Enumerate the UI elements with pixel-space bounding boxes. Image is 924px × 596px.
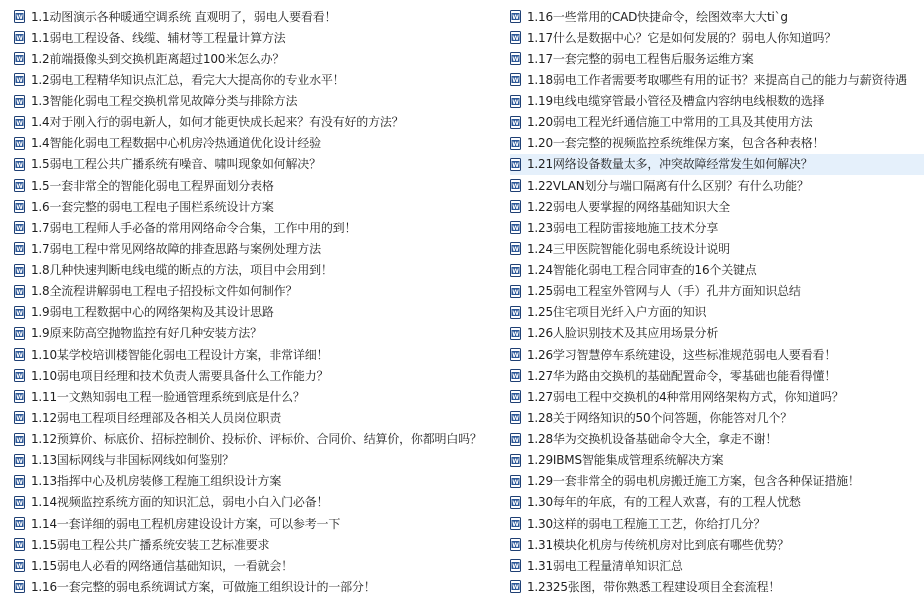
- file-list-item[interactable]: [14, 534, 496, 555]
- word-document-icon: [510, 200, 521, 213]
- svg-text:W: W: [512, 351, 519, 359]
- file-name-label: 1.2前端摄像头到交换机距离超过100米怎么办？: [31, 51, 285, 66]
- file-list-item[interactable]: [14, 450, 496, 471]
- svg-text:W: W: [16, 457, 23, 465]
- file-list-item[interactable]: [510, 344, 924, 365]
- file-list-item[interactable]: [14, 429, 496, 450]
- file-name-label: 1.3智能化弱电工程交换机常见故障分类与排除方法: [31, 94, 298, 109]
- word-document-icon: [14, 538, 25, 551]
- file-list-item[interactable]: [510, 513, 924, 534]
- svg-text:W: W: [512, 98, 519, 106]
- svg-text:W: W: [512, 203, 519, 211]
- file-name-label: 1.12弱电工程项目经理部及各相关人员岗位职责: [31, 410, 282, 425]
- svg-text:W: W: [16, 563, 23, 571]
- svg-text:W: W: [512, 56, 519, 64]
- word-document-icon: [510, 116, 521, 129]
- file-list-item[interactable]: [510, 175, 924, 196]
- word-document-icon: [14, 306, 25, 319]
- svg-text:W: W: [512, 563, 519, 571]
- svg-text:W: W: [16, 13, 23, 21]
- file-list-item[interactable]: [14, 471, 496, 492]
- file-list-item[interactable]: [510, 217, 924, 238]
- file-name-label: 1.11一文熟知弱电工程一脸通管理系统到底是什么？: [31, 389, 305, 404]
- file-list-item[interactable]: [510, 281, 924, 302]
- file-list-item[interactable]: [14, 492, 496, 513]
- file-list-item[interactable]: [510, 196, 924, 217]
- word-document-icon: [510, 411, 521, 424]
- file-name-label: 1.25弱电工程室外管网与人（手）孔井方面知识总结: [527, 284, 801, 299]
- svg-text:W: W: [512, 584, 519, 592]
- file-list-item[interactable]: [14, 175, 496, 196]
- svg-text:W: W: [16, 520, 23, 528]
- word-document-icon: [510, 285, 521, 298]
- svg-text:W: W: [512, 140, 519, 148]
- word-document-icon: [14, 348, 25, 361]
- word-document-icon: [14, 242, 25, 255]
- svg-text:W: W: [512, 541, 519, 549]
- file-name-label: 1.2弱电工程精华知识点汇总，看完大大提高你的专业水平！: [31, 72, 345, 87]
- file-list-item[interactable]: [14, 238, 496, 259]
- file-name-label: 1.9原来防高空抛物监控有好几种安装方法？: [31, 326, 262, 341]
- svg-text:W: W: [512, 415, 519, 423]
- svg-text:W: W: [512, 520, 519, 528]
- word-document-icon: [510, 454, 521, 467]
- svg-text:W: W: [16, 372, 23, 380]
- file-name-label: 1.2325张图，带你熟悉工程建设项目全套流程！: [527, 579, 781, 594]
- file-name-label: 1.10某学校培训楼智能化弱电工程设计方案，非常详细！: [31, 347, 329, 362]
- file-list-item[interactable]: [14, 344, 496, 365]
- word-document-icon: [14, 390, 25, 403]
- file-name-label: 1.4对于刚入行的弱电新人，如何才能更快成长起来？有没有好的方法？: [31, 115, 404, 130]
- svg-text:W: W: [16, 351, 23, 359]
- word-document-icon: [510, 496, 521, 509]
- file-name-label: 1.20一套完整的视频监控系统维保方案，包含各种表格！: [527, 136, 825, 151]
- file-list-item[interactable]: [14, 196, 496, 217]
- file-name-label: 1.15弱电工程公共广播系统安装工艺标准要求: [31, 537, 270, 552]
- svg-text:W: W: [16, 34, 23, 42]
- file-name-label: 1.7弱电工程师人手必备的常用网络命令合集，工作中用的到！: [31, 220, 357, 235]
- file-list-item[interactable]: [14, 555, 496, 576]
- file-list-item[interactable]: [14, 386, 496, 407]
- svg-text:W: W: [16, 203, 23, 211]
- file-list-item[interactable]: [14, 133, 496, 154]
- svg-text:W: W: [512, 13, 519, 21]
- file-name-label: 1.9弱电工程数据中心的网络架构及其设计思路: [31, 305, 274, 320]
- word-document-icon: [510, 517, 521, 530]
- file-list-item[interactable]: [510, 450, 924, 471]
- word-document-icon: [510, 348, 521, 361]
- file-list-item[interactable]: [14, 91, 496, 112]
- svg-text:W: W: [16, 499, 23, 507]
- file-list-item[interactable]: [510, 69, 924, 90]
- file-name-label: 1.5弱电工程公共广播系统有噪音、啸叫现象如何解决？: [31, 157, 321, 172]
- file-list-item[interactable]: [14, 365, 496, 386]
- word-document-icon: [14, 433, 25, 446]
- file-name-label: 1.31模块化机房与传统机房对比到底有哪些优势？: [527, 537, 789, 552]
- svg-text:W: W: [512, 309, 519, 317]
- file-name-label: 1.23弱电工程防雷接地施工技术分享: [527, 220, 719, 235]
- word-document-icon: [14, 95, 25, 108]
- word-document-icon: [14, 137, 25, 150]
- file-name-label: 1.25住宅项目光纤入户方面的知识: [527, 305, 707, 320]
- file-name-label: 1.30每年的年底，有的工程人欢喜，有的工程人忧愁: [527, 495, 801, 510]
- svg-text:W: W: [512, 182, 519, 190]
- word-document-icon: [510, 369, 521, 382]
- svg-text:W: W: [512, 225, 519, 233]
- word-document-icon: [14, 116, 25, 129]
- word-document-icon: [510, 390, 521, 403]
- word-document-icon: [510, 433, 521, 446]
- word-document-icon: [510, 73, 521, 86]
- file-name-label: 1.14视频监控系统方面的知识汇总，弱电小白入门必备！: [31, 495, 329, 510]
- word-document-icon: [510, 475, 521, 488]
- word-document-icon: [14, 411, 25, 424]
- file-name-label: 1.14一套详细的弱电工程机房建设设计方案，可以参考一下: [31, 516, 341, 531]
- svg-text:W: W: [16, 288, 23, 296]
- svg-text:W: W: [512, 499, 519, 507]
- word-document-icon: [14, 580, 25, 593]
- word-document-icon: [14, 158, 25, 171]
- word-document-icon: [14, 221, 25, 234]
- word-document-icon: [14, 73, 25, 86]
- word-document-icon: [510, 306, 521, 319]
- file-list-item[interactable]: [510, 112, 924, 133]
- file-list-item[interactable]: [14, 6, 496, 27]
- file-name-label: 1.10弱电项目经理和技术负责人需要具备什么工作能力？: [31, 368, 329, 383]
- word-document-icon: [510, 179, 521, 192]
- file-list-item[interactable]: [510, 534, 924, 555]
- file-name-label: 1.24智能化弱电工程合同审查的16个关键点: [527, 263, 757, 278]
- svg-text:W: W: [16, 394, 23, 402]
- svg-text:W: W: [16, 415, 23, 423]
- svg-text:W: W: [512, 161, 519, 169]
- word-document-icon: [510, 538, 521, 551]
- file-list-item[interactable]: [510, 48, 924, 69]
- file-name-label: 1.18弱电工作者需要考取哪些有用的证书？来提高自己的能力与薪资待遇: [527, 72, 907, 87]
- svg-text:W: W: [16, 584, 23, 592]
- svg-text:W: W: [512, 34, 519, 42]
- file-name-label: 1.5一套非常全的智能化弱电工程界面划分表格: [31, 178, 274, 193]
- file-name-label: 1.15弱电人必看的网络通信基础知识，一看就会！: [31, 558, 293, 573]
- file-list-item[interactable]: [510, 238, 924, 259]
- word-document-icon: [14, 285, 25, 298]
- svg-text:W: W: [16, 98, 23, 106]
- file-name-label: 1.20弱电工程光纤通信施工中常用的工具及其使用方法: [527, 115, 813, 130]
- word-document-icon: [14, 327, 25, 340]
- file-list-item[interactable]: [14, 48, 496, 69]
- file-name-label: 1.30这样的弱电工程施工工艺，你给打几分？: [527, 516, 766, 531]
- file-name-label: 1.12预算价、标底价、招标控制价、投标价、评标价、合同价、结算价，你都明白吗？: [31, 432, 482, 447]
- svg-text:W: W: [512, 77, 519, 85]
- svg-text:W: W: [16, 225, 23, 233]
- file-name-label: 1.22弱电人要掌握的网络基础知识大全: [527, 199, 730, 214]
- svg-text:W: W: [512, 246, 519, 254]
- file-name-label: 1.28关于网络知识的50个问答题，你能答对几个？: [527, 410, 792, 425]
- file-name-label: 1.28华为交换机设备基础命令大全，拿走不谢！: [527, 432, 778, 447]
- file-list-item[interactable]: [14, 281, 496, 302]
- file-list-right-column: [510, 6, 924, 596]
- file-list-item[interactable]: [510, 555, 924, 576]
- svg-text:W: W: [16, 182, 23, 190]
- file-list-item[interactable]: [14, 260, 496, 281]
- word-document-icon: [510, 242, 521, 255]
- svg-text:W: W: [16, 541, 23, 549]
- word-document-icon: [510, 10, 521, 23]
- file-list-item[interactable]: [510, 471, 924, 492]
- file-name-label: 1.19电线电缆穿管最小管径及槽盒内容纳电线根数的选择: [527, 94, 825, 109]
- word-document-icon: [14, 31, 25, 44]
- word-document-icon: [510, 559, 521, 572]
- word-document-icon: [14, 559, 25, 572]
- file-list-item[interactable]: [510, 386, 924, 407]
- file-name-label: 1.31弱电工程量清单知识汇总: [527, 558, 683, 573]
- word-document-icon: [510, 158, 521, 171]
- file-name-label: 1.6一套完整的弱电工程电子围栏系统设计方案: [31, 199, 274, 214]
- word-document-icon: [14, 369, 25, 382]
- word-document-icon: [14, 454, 25, 467]
- file-name-label: 1.26学习智慧停车系统建设，这些标准规范弱电人要看看！: [527, 347, 837, 362]
- file-list-item[interactable]: [510, 27, 924, 48]
- svg-text:W: W: [512, 478, 519, 486]
- word-document-icon: [14, 10, 25, 23]
- svg-text:W: W: [512, 372, 519, 380]
- file-name-label: 1.27弱电工程中交换机的4种常用网络架构方式，你知道吗？: [527, 389, 844, 404]
- word-document-icon: [510, 137, 521, 150]
- file-list-left-column: [14, 6, 496, 596]
- svg-text:W: W: [16, 246, 23, 254]
- svg-text:W: W: [16, 478, 23, 486]
- word-document-icon: [14, 179, 25, 192]
- file-name-label: 1.27华为路由交换机的基础配置命令，零基础也能看得懂！: [527, 368, 837, 383]
- svg-text:W: W: [16, 140, 23, 148]
- file-list-item[interactable]: [14, 513, 496, 534]
- file-list-item[interactable]: [510, 429, 924, 450]
- file-list-item-selected[interactable]: [510, 154, 924, 175]
- file-name-label: 1.16一套完整的弱电系统调试方案，可做施工组织设计的一部分！: [31, 579, 376, 594]
- word-document-icon: [510, 31, 521, 44]
- file-list-item[interactable]: [510, 91, 924, 112]
- file-list-item[interactable]: [510, 407, 924, 428]
- svg-text:W: W: [512, 436, 519, 444]
- svg-text:W: W: [16, 119, 23, 127]
- svg-text:W: W: [16, 309, 23, 317]
- word-document-icon: [510, 327, 521, 340]
- file-name-label: 1.8几种快速判断电线电缆的断点的方法，项目中会用到！: [31, 263, 333, 278]
- word-document-icon: [510, 580, 521, 593]
- file-list-item[interactable]: [510, 492, 924, 513]
- svg-text:W: W: [16, 267, 23, 275]
- word-document-icon: [14, 200, 25, 213]
- file-list-item[interactable]: [14, 69, 496, 90]
- file-name-label: 1.24三甲医院智能化弱电系统设计说明: [527, 241, 730, 256]
- file-list-item[interactable]: [14, 217, 496, 238]
- svg-text:W: W: [512, 288, 519, 296]
- file-name-label: 1.1弱电工程设备、线缆、辅材等工程量计算方法: [31, 30, 286, 45]
- file-name-label: 1.4智能化弱电工程数据中心机房冷热通道优化设计经验: [31, 136, 321, 151]
- svg-text:W: W: [16, 161, 23, 169]
- file-list-item[interactable]: [510, 133, 924, 154]
- file-list-item[interactable]: [14, 407, 496, 428]
- file-list-item[interactable]: [14, 302, 496, 323]
- file-name-label: 1.17一套完整的弱电工程售后服务运维方案: [527, 51, 754, 66]
- file-list-item[interactable]: [510, 260, 924, 281]
- file-name-label: 1.26人脸识别技术及其应用场景分析: [527, 326, 719, 341]
- word-document-icon: [14, 517, 25, 530]
- file-list-item[interactable]: [510, 365, 924, 386]
- word-document-icon: [510, 52, 521, 65]
- file-list-item[interactable]: [510, 576, 924, 596]
- file-name-label: 1.16一些常用的CAD快捷命令，绘图效率大大ti`g: [527, 9, 788, 24]
- svg-text:W: W: [16, 330, 23, 338]
- file-name-label: 1.21网络设备数量太多，冲突故障经常发生如何解决？: [527, 157, 813, 172]
- svg-text:W: W: [16, 436, 23, 444]
- file-name-label: 1.29IBMS智能集成管理系统解决方案: [527, 453, 724, 468]
- file-name-label: 1.22VLAN划分与端口隔离有什么区别？有什么功能？: [527, 178, 809, 193]
- svg-text:W: W: [512, 267, 519, 275]
- word-document-icon: [14, 52, 25, 65]
- svg-text:W: W: [512, 330, 519, 338]
- file-name-label: 1.13国标网线与非国标网线如何鉴别？: [31, 453, 234, 468]
- word-document-icon: [510, 221, 521, 234]
- file-list-item[interactable]: [14, 27, 496, 48]
- file-list-item[interactable]: [14, 323, 496, 344]
- file-list-item[interactable]: [510, 323, 924, 344]
- svg-text:W: W: [16, 56, 23, 64]
- file-list-item[interactable]: [14, 576, 496, 596]
- file-name-label: 1.7弱电工程中常见网络故障的排查思路与案例处理方法: [31, 241, 321, 256]
- file-name-label: 1.1动图演示各种暖通空调系统 直观明了，弱电人要看看！: [31, 9, 337, 24]
- svg-text:W: W: [512, 457, 519, 465]
- word-document-icon: [510, 95, 521, 108]
- file-list-item[interactable]: [510, 302, 924, 323]
- file-name-label: 1.17什么是数据中心？它是如何发展的？弱电人你知道吗？: [527, 30, 837, 45]
- svg-text:W: W: [512, 394, 519, 402]
- word-document-icon: [14, 496, 25, 509]
- word-document-icon: [510, 264, 521, 277]
- file-list-item[interactable]: [510, 6, 924, 27]
- svg-text:W: W: [16, 77, 23, 85]
- file-list-item[interactable]: [14, 154, 496, 175]
- file-name-label: 1.8全流程讲解弱电工程电子招投标文件如何制作？: [31, 284, 298, 299]
- svg-text:W: W: [512, 119, 519, 127]
- file-name-label: 1.29一套非常全的弱电机房搬迁施工方案，包含各种保证措施！: [527, 474, 860, 489]
- file-name-label: 1.13指挥中心及机房装修工程施工组织设计方案: [31, 474, 282, 489]
- word-document-icon: [14, 475, 25, 488]
- word-document-icon: [14, 264, 25, 277]
- file-list-item[interactable]: [14, 112, 496, 133]
